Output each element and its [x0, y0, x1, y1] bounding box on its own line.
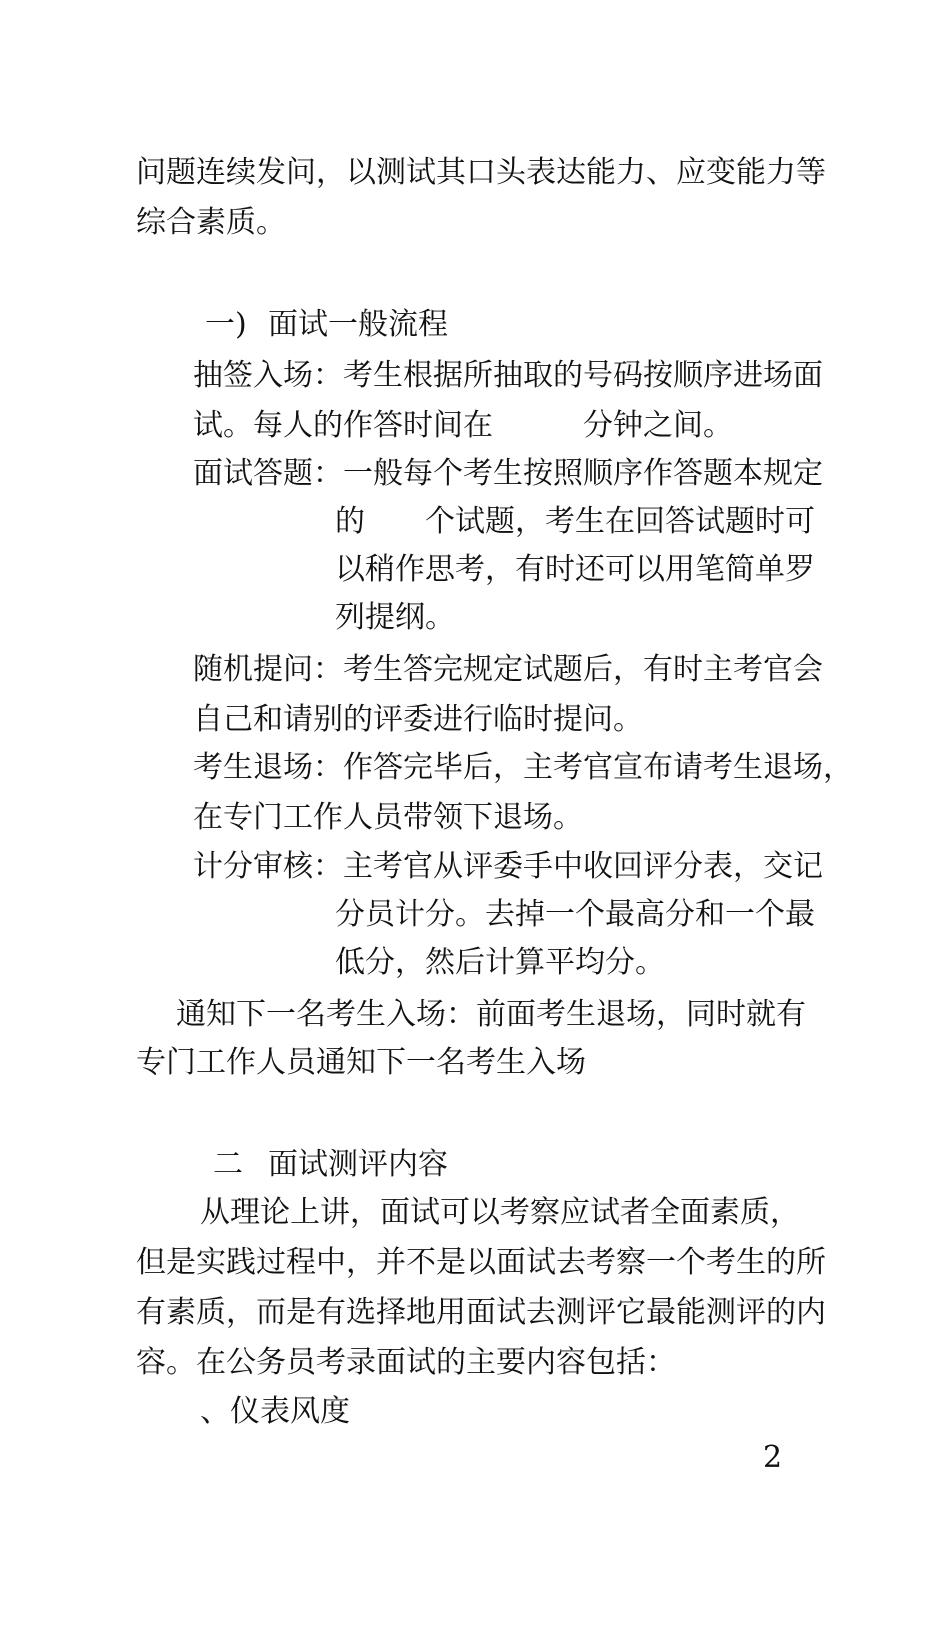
step-answer-line-3: 以稍作思考，有时还可以用笔简单罗 [335, 552, 815, 587]
step-answer-line-2: 的 个试题，考生在回答试题时可 [335, 504, 815, 539]
section-1-heading-title: 面试一般流程 [268, 307, 448, 342]
step-draw-lots-line-1: 抽签入场：考生根据所抽取的号码按顺序进场面 [193, 358, 823, 393]
section-2-list-item: 、仪表风度 [200, 1394, 350, 1429]
step-answer-line-4: 列提纲。 [335, 600, 455, 635]
section-2-paragraph-line-4: 容。在公务员考录面试的主要内容包括： [136, 1345, 676, 1380]
step-random-question-line-2: 自己和请别的评委进行临时提问。 [193, 702, 643, 737]
step-exit-line-2: 在专门工作人员带领下退场。 [193, 800, 583, 835]
step-answer-line-1: 面试答题：一般每个考生按照顺序作答题本规定 [193, 456, 823, 491]
section-2-heading-number: 二 [213, 1147, 243, 1182]
intro-line-1: 问题连续发问，以测试其口头表达能力、应变能力等 [136, 155, 826, 190]
section-1-heading-number: 一) [205, 307, 247, 342]
step-random-question-line-1: 随机提问：考生答完规定试题后，有时主考官会 [193, 652, 823, 687]
section-2-paragraph-line-1: 从理论上讲，面试可以考察应试者全面素质， [200, 1195, 800, 1230]
step-scoring-line-2: 分员计分。去掉一个最高分和一个最 [335, 897, 815, 932]
section-2-paragraph-line-2: 但是实践过程中，并不是以面试去考察一个考生的所 [136, 1245, 826, 1280]
intro-line-2: 综合素质。 [136, 205, 286, 240]
step-scoring-line-1: 计分审核：主考官从评委手中收回评分表，交记 [193, 849, 823, 884]
step-scoring-line-3: 低分，然后计算平均分。 [335, 945, 665, 980]
page-number: 2 [763, 1440, 783, 1475]
step-exit-line-1: 考生退场：作答完毕后，主考官宣布请考生退场， [193, 750, 853, 785]
step-notify-next-line-2: 专门工作人员通知下一名考生入场 [136, 1045, 586, 1080]
section-2-paragraph-line-3: 有素质，而是有选择地用面试去测评它最能测评的内 [136, 1295, 826, 1330]
section-2-heading-title: 面试测评内容 [268, 1147, 448, 1182]
step-draw-lots-line-2: 试。每人的作答时间在 分钟之间。 [193, 408, 733, 443]
step-notify-next-line-1: 通知下一名考生入场：前面考生退场，同时就有 [176, 997, 806, 1032]
